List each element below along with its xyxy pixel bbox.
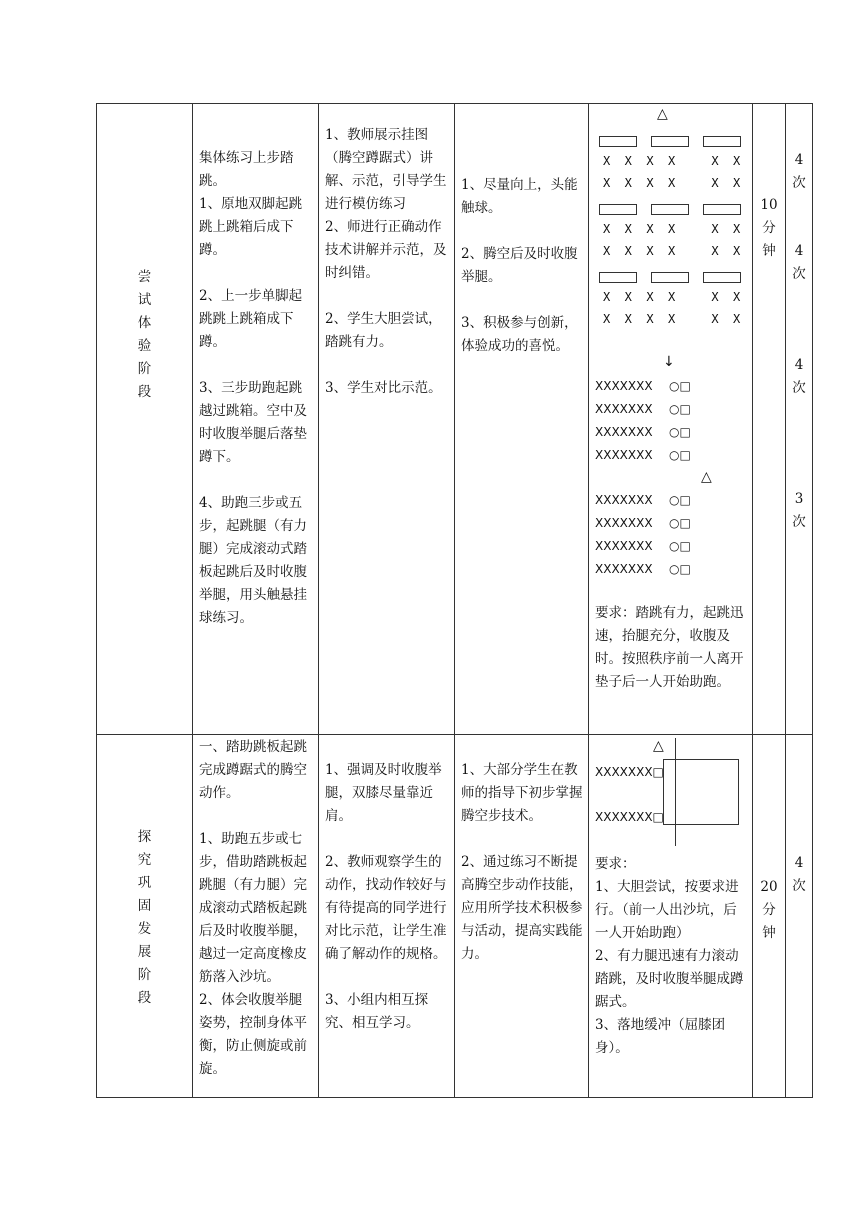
column-divider: [192, 104, 193, 1097]
group-row: XXXXXXX: [595, 493, 653, 507]
time-cell: [753, 876, 785, 945]
count-text: 4 次: [792, 357, 806, 396]
group-row: XXXXXXX: [595, 425, 653, 439]
time-cell: [753, 194, 785, 263]
mat-rect: [599, 272, 637, 283]
practice-content: [199, 736, 313, 1081]
time-text: 10 分 钟: [760, 197, 778, 259]
teacher-triangle-icon: △: [701, 469, 712, 485]
requirement: [595, 602, 745, 694]
arrow-down-icon: ↓: [663, 354, 675, 370]
practice-content: [199, 147, 313, 630]
mat-symbol: ○□: [669, 448, 691, 462]
sandpit-diagram: [589, 735, 751, 1098]
group-row: XXXXXXX□: [595, 810, 664, 824]
group-row: XXXXXXX: [595, 448, 653, 462]
requirement-text: 要求： 1、大胆尝试，按要求进行。（前一人出沙坑，后一人开始助跑） 2、有力腿迅速有力滚动踏跳，及时收腹举腿成蹲踞式。 3、落地缓冲（屈膝团身）。: [595, 856, 744, 1056]
student-row: X X X X X X: [603, 222, 741, 236]
count-cell: [786, 488, 812, 534]
teacher-text: 1、教师展示挂图（腾空蹲踞式）讲解、示范，引导学生进行模仿练习 2、师进行正确动作技术讲解并示范，及时纠错。 2、学生大胆尝试，踏跳有力。 3、学生对比示范。: [325, 127, 447, 396]
count-cell: [786, 354, 812, 400]
student-text: 1、尽量向上，头能触球。 2、腾空后及时收腹举腿。 3、积极参与创新，体验成功的喜悦。: [461, 177, 578, 354]
mat-symbol: ○□: [669, 379, 691, 393]
student-row: X X X X X X: [603, 176, 741, 190]
requirement: [595, 853, 745, 1060]
mat-symbol: ○□: [669, 562, 691, 576]
student-text: 1、大部分学生在教师的指导下初步掌握腾空步技术。 2、通过练习不断提高腾空步动作技能，应用所学技术积极参与活动，提高实践能力。: [461, 762, 583, 962]
teacher-triangle-icon: △: [653, 738, 664, 754]
mat-rect: [599, 136, 637, 147]
teacher-triangle-icon: △: [657, 106, 668, 122]
count-text: 4 次: [792, 243, 806, 282]
stage-text: 尝 试 体 验 阶 段: [137, 269, 152, 400]
group-row: XXXXXXX: [595, 379, 653, 393]
column-divider: [318, 104, 319, 1097]
count-cell: [786, 149, 812, 195]
student-activity: [461, 736, 583, 966]
stage-text: 探 究 巩 固 发 展 阶 段: [137, 829, 152, 1006]
student-row: X X X X X X: [603, 154, 741, 168]
mat-symbol: ○□: [669, 493, 691, 507]
mat-symbol: ○□: [669, 425, 691, 439]
mat-rect: [703, 272, 741, 283]
group-row: XXXXXXX□: [595, 765, 664, 779]
student-row: X X X X X X: [603, 312, 741, 326]
mat-rect: [651, 136, 689, 147]
count-cell: [786, 240, 812, 286]
student-row: X X X X X X: [603, 290, 741, 304]
count-cell: [786, 852, 812, 898]
content-text: 集体练习上步踏跳。 1、原地双脚起跳跳上跳箱后成下蹲。 2、上一步单脚起跳跳上跳箱成下蹲。 3、三步助跑起跳越过跳箱。空中及时收腹举腿后落垫蹲下。 4、助跑三步或五步，起跳腿（有力腿）完成滚动式踏板起跳后及时收腹举腿，用头触悬挂球练习。: [199, 150, 307, 626]
teacher-text: 1、强调及时收腹举腿，双膝尽量靠近肩。 2、教师观察学生的动作，找动作较好与有待提高的同学进行对比示范，让学生准确了解动作的规格。 3、小组内相互探究、相互学习。: [325, 762, 447, 1031]
group-row: XXXXXXX: [595, 562, 653, 576]
group-row: XXXXXXX: [595, 516, 653, 530]
teacher-activity: [325, 736, 449, 1035]
stage-label-trial: [97, 266, 192, 404]
group-row: XXXXXXX: [595, 402, 653, 416]
mat-rect: [703, 136, 741, 147]
column-divider: [454, 104, 455, 1097]
stage-label-explore: [97, 826, 192, 1010]
content-text: 一、踏助跳板起跳完成蹲踞式的腾空动作。 1、助跑五步或七步，借助踏跳板起跳腿（有力腿）完成滚动式踏板起跳后及时收腹举腿，越过一定高度橡皮筋落入沙坑。 2、体会收腹举腿姿势，控制身体平衡，防止侧旋或前旋。: [199, 739, 307, 1077]
mat-rect: [651, 204, 689, 215]
count-text: 4 次: [792, 152, 806, 191]
time-text: 20 分 钟: [760, 879, 778, 941]
student-activity: [461, 174, 583, 358]
lesson-plan-table: [96, 103, 813, 1098]
mat-symbol: ○□: [669, 516, 691, 530]
mat-rect: [651, 272, 689, 283]
count-text: 4 次: [792, 855, 806, 894]
sandpit-box: [663, 759, 739, 825]
mat-symbol: ○□: [669, 539, 691, 553]
mat-symbol: ○□: [669, 402, 691, 416]
requirement-text: 要求：踏跳有力，起跳迅速，抬腿充分，收腹及时。按照秩序前一人离开垫子后一人开始助跑。: [595, 605, 744, 690]
group-row: XXXXXXX: [595, 539, 653, 553]
teacher-activity: [325, 124, 449, 400]
formation-diagram: [589, 104, 751, 734]
mat-rect: [599, 204, 637, 215]
count-text: 3 次: [792, 491, 806, 530]
mat-rect: [703, 204, 741, 215]
student-row: X X X X X X: [603, 244, 741, 258]
